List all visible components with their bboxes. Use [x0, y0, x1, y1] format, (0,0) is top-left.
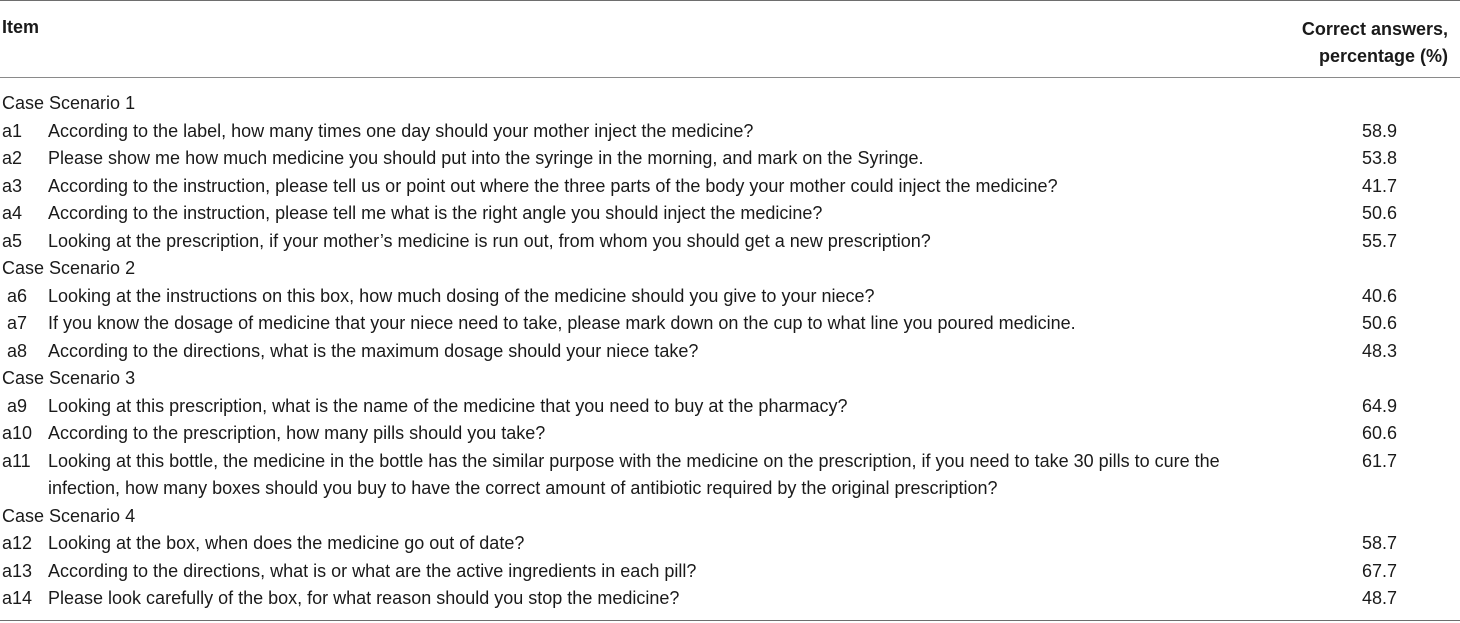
item-percentage: 48.7 [1361, 588, 1397, 608]
item-question: Looking at the instructions on this box, how much dosing of the medicine should you give to your niece? [48, 285, 875, 306]
item-percentage: 55.7 [1361, 230, 1397, 251]
item-question: Looking at the prescription, if your mother’s medicine is run out, from whom you should get a new prescription? [48, 230, 931, 251]
header-rule [0, 77, 1460, 78]
table-top-rule [0, 0, 1460, 1]
item-question: According to the directions, what is the maximum dosage should your niece take? [48, 340, 699, 361]
item-percentage: 40.6 [1361, 285, 1397, 306]
item-question: Looking at this prescription, what is the name of the medicine that you need to buy at the pharmacy? [48, 395, 848, 416]
item-percentage: 53.8 [1361, 148, 1397, 168]
item-question: According to the label, how many times one day should your mother inject the medicine? [48, 120, 754, 141]
item-question: If you know the dosage of medicine that your niece need to take, please mark down on the cup to what line you poured medicine. [48, 313, 1076, 333]
item-percentage: 61.7 [1361, 450, 1397, 471]
section-label: Case Scenario 4 [2, 505, 136, 526]
item-question: According to the instruction, please tell us or point out where the three parts of the body your mother could inject the medicine? [48, 175, 1058, 196]
item-question: According to the directions, what is or what are the active ingredients in each pill? [48, 560, 697, 581]
item-id: a2 [2, 148, 23, 168]
item-id: a9 [7, 395, 28, 416]
column-header-percentage-line2: percentage (%) [1318, 46, 1448, 66]
column-header-percentage-line1: Correct answers, [1301, 19, 1448, 39]
item-question: Please look carefully of the box, for what reason should you stop the medicine? [48, 588, 680, 608]
table-body [0, 90, 1460, 613]
item-percentage: 64.9 [1361, 395, 1397, 416]
table-row [0, 393, 1460, 421]
item-percentage: 58.9 [1361, 120, 1397, 141]
table-row [0, 173, 1460, 201]
table-row [0, 530, 1460, 558]
item-question: Looking at the box, when does the medicine go out of date? [48, 533, 525, 553]
table-row [0, 310, 1460, 338]
item-percentage: 60.6 [1361, 423, 1397, 443]
section-label: Case Scenario 2 [2, 258, 136, 278]
item-question: Looking at this bottle, the medicine in the bottle has the similar purpose with the medicine on the prescription, if you need to take 30 pills to cure the infection, how many boxes should you buy to have the correct amount of antibiotic required by the original prescription? [48, 450, 1220, 498]
section-label: Case Scenario 3 [2, 368, 136, 388]
item-id: a4 [2, 203, 23, 223]
item-id: a10 [2, 423, 33, 443]
item-percentage: 48.3 [1361, 340, 1397, 361]
table-row [0, 283, 1460, 311]
column-header-percentage [1208, 16, 1448, 70]
item-id: a5 [2, 230, 23, 251]
table-row [0, 338, 1460, 366]
table-row [0, 558, 1460, 586]
item-question: Please show me how much medicine you should put into the syringe in the morning, and mark on the Syringe. [48, 148, 924, 168]
item-percentage: 50.6 [1361, 203, 1397, 223]
item-id: a6 [7, 285, 28, 306]
item-question: According to the instruction, please tell me what is the right angle you should inject the medicine? [48, 203, 823, 223]
item-percentage: 41.7 [1361, 175, 1397, 196]
column-header-item: Item [2, 17, 40, 37]
item-id: a3 [2, 175, 23, 196]
table-row [0, 228, 1460, 256]
table-row [0, 420, 1460, 448]
table-row [0, 200, 1460, 228]
item-id: a13 [2, 560, 33, 581]
table-row [0, 118, 1460, 146]
table-row [0, 145, 1460, 173]
item-question: According to the prescription, how many pills should you take? [48, 423, 546, 443]
table-bottom-rule [0, 620, 1460, 621]
item-id: a14 [2, 588, 33, 608]
item-id: a12 [2, 533, 33, 553]
item-id: a8 [7, 340, 28, 361]
table-row [0, 585, 1460, 613]
item-id: a1 [2, 120, 23, 141]
item-id: a7 [7, 313, 28, 333]
table-row [0, 448, 1460, 503]
section-label: Case Scenario 1 [2, 93, 136, 113]
item-percentage: 50.6 [1361, 313, 1397, 333]
item-percentage: 67.7 [1361, 560, 1397, 581]
item-percentage: 58.7 [1361, 533, 1397, 553]
item-id: a11 [2, 450, 31, 471]
